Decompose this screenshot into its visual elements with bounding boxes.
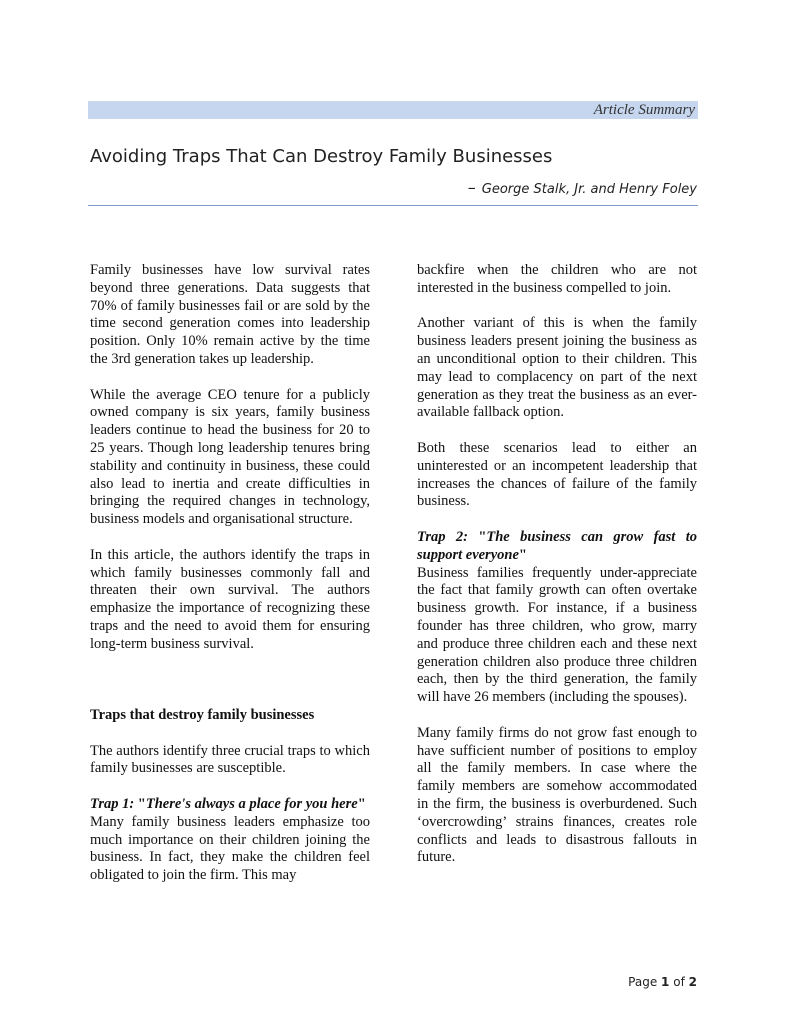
right-column: [417, 262, 697, 885]
page-number: [628, 975, 697, 989]
page-total: 2: [688, 975, 697, 989]
quote-open: ": [478, 528, 487, 545]
trap-2-quote: The business can grow fast to support everyone: [417, 528, 697, 563]
paragraph: While the average CEO tenure for a publicly owned company is six years, family business leaders continue to head the business for 20 to 25 years. Though long leadership tenures bring stability and continuity in business, these could also lead to inertia and create difficulties in bringing the required changes in technology, business models and organisational structure.: [90, 386, 370, 528]
paragraph: Many family business leaders emphasize too much importance on their children joining the business. In fact, they make the children feel obligated to join the firm. This may: [90, 813, 370, 884]
trap-1-quote: There's always a place for you here: [145, 795, 358, 812]
paragraph: Another variant of this is when the family business leaders present joining the business as an unconditional option to their children. This may lead to complacency on part of the next generation as they treat the business as an ever-available fallback option.: [417, 315, 697, 421]
article-authors: [468, 178, 697, 197]
author-dash: –: [467, 178, 476, 197]
spacer: [90, 671, 370, 689]
section-heading: Traps that destroy family businesses: [90, 706, 315, 723]
trap-2-heading: [417, 529, 697, 565]
quote-close: ": [518, 546, 527, 563]
quote-close: ": [357, 795, 366, 812]
section-label: Article Summary: [593, 102, 695, 118]
article-title: Avoiding Traps That Can Destroy Family Businesses: [90, 146, 553, 167]
trap-2-label: Trap 2:: [417, 528, 468, 545]
section-banner: [88, 101, 698, 119]
page-of: of: [673, 975, 685, 989]
left-column: [90, 262, 370, 903]
paragraph: The authors identify three crucial traps to which family businesses are susceptible.: [90, 742, 370, 777]
paragraph: Family businesses have low survival rates beyond three generations. Data suggests that 70% of family businesses fail or are sold by the time second generation comes into leadership position. Only 10% remain active by the time the 3rd generation takes up leadership.: [90, 262, 370, 367]
paragraph: Business families frequently under-appreciate the fact that family growth can often overtake business growth. For instance, if a business founder has three children, who grow, marry and produce three children each and these next generation children also produce three children each, then by the third generation, the family will have 26 members (including the spouses).: [417, 564, 697, 706]
author-names: George Stalk, Jr. and Henry Foley: [481, 182, 697, 197]
page-current: 1: [661, 975, 670, 989]
paragraph: backfire when the children who are not interested in the business compelled to join.: [417, 262, 697, 296]
paragraph: Both these scenarios lead to either an uninterested or an incompetent leadership that increases the chances of failure of the family business.: [417, 439, 697, 510]
page-prefix: Page: [628, 975, 658, 989]
trap-1-heading: [90, 796, 370, 814]
paragraph: In this article, the authors identify the traps in which family businesses commonly fall and threaten their own survival. The authors emphasize the importance of recognizing these traps and the need to avoid them for ensuring long-term business survival.: [90, 546, 370, 652]
quote-open: ": [137, 795, 146, 812]
header-divider: [88, 205, 698, 206]
paragraph: Many family firms do not grow fast enough to have sufficient number of positions to employ all the family members. In case where the family members are somehow accommodated in the firm, the business is overburdened. Such ‘overcrowding’ strains finances, creates role conflicts and leads to disastrous fallouts in future.: [417, 724, 697, 866]
trap-1-label: Trap 1:: [90, 795, 135, 812]
